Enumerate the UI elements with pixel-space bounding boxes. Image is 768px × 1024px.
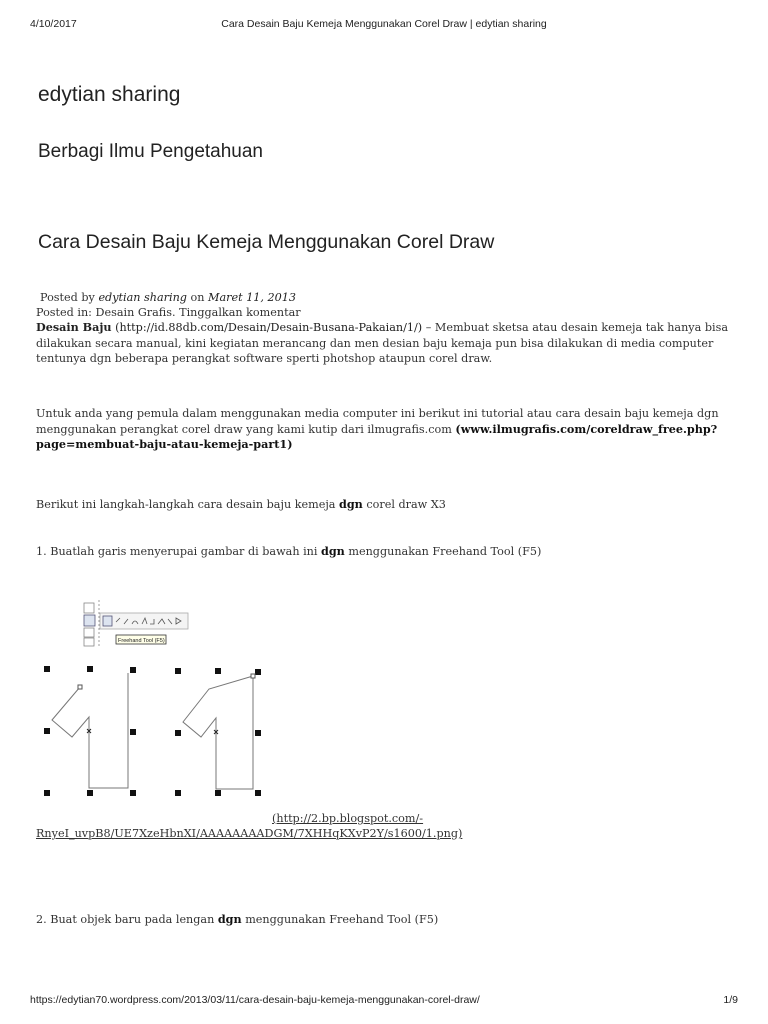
- image-link-line-2[interactable]: RnyeI_uvpB8/UE7XzeHbnXI/AAAAAAAADGM/7XHHqKXvP2Y/s1600/1.png): [36, 827, 463, 840]
- print-footer-url: https://edytian70.wordpress.com/2013/03/11/cara-desain-baju-kemeja-menggunakan-corel-draw/: [30, 994, 480, 1006]
- step1-a: 1. Buatlah garis menyerupai gambar di bawah ini: [36, 545, 322, 558]
- selection-handles-left: [44, 666, 136, 796]
- step2-c: menggunakan Freehand Tool (F5): [241, 913, 439, 926]
- date-link[interactable]: Maret 11, 2013: [208, 291, 297, 304]
- paragraph-1-text: – Membuat sketsa atau desain kemeja tak hanya bisa dilakukan secara manual, kini kegiatan merancang dan men desian baju kemaja pun bisa dilakukan di media computer tentunya dgn beberapa perangkat software sperti photshop ataupun corel draw.: [36, 321, 728, 365]
- posted-in: Posted in: Desain Grafis. Tinggalkan komentar: [36, 306, 301, 319]
- post-title: Cara Desain Baju Kemeja Menggunakan Corel Draw: [38, 231, 495, 253]
- image-link-line-1[interactable]: (http://2.bp.blogspot.com/-: [272, 812, 424, 825]
- freehand-path-right: [183, 676, 253, 789]
- selection-handles-right: [175, 668, 261, 796]
- step1-c: menggunakan Freehand Tool (F5): [344, 545, 542, 558]
- site-tagline: Berbagi Ilmu Pengetahuan: [38, 141, 263, 162]
- desain-baju-link[interactable]: Desain Baju: [36, 320, 112, 334]
- step-2: [36, 912, 438, 928]
- p3-a: Berikut ini langkah-langkah cara desain baju kemeja: [36, 498, 340, 511]
- author-link[interactable]: edytian sharing: [98, 291, 187, 304]
- site-name[interactable]: edytian sharing: [38, 83, 181, 106]
- ilmugrafis-url: (www.ilmugrafis.com/coreldraw_free.php?page=membuat-baju-atau-kemeja-part1): [36, 421, 718, 451]
- print-date: 4/10/2017: [30, 18, 77, 30]
- paragraph-2-text: Untuk anda yang pemula dalam menggunakan media computer ini berikut ini tutorial atau cara desain baju kemeja dgn menggunakan perangkat corel draw yang kami kutip dari ilmugrafis.com: [36, 407, 719, 436]
- step2-a: 2. Buat objek baru pada lengan: [36, 913, 218, 926]
- p3-c: corel draw X3: [362, 498, 446, 511]
- step2-b: dgn: [217, 912, 242, 926]
- print-page-number: 1/9: [723, 994, 738, 1006]
- posted-by-label: Posted by: [40, 291, 95, 304]
- on-label: on: [190, 291, 205, 304]
- tooltip-text: Freehand Tool (F5): [118, 638, 165, 644]
- print-title: Cara Desain Baju Kemeja Menggunakan Corel Draw | edytian sharing: [221, 18, 547, 30]
- step1-b: dgn: [321, 544, 345, 558]
- desain-baju-url[interactable]: (http://id.88db.com/Desain/Desain-Busana-Pakaian/1/): [115, 321, 423, 334]
- p3-b: dgn: [339, 497, 363, 511]
